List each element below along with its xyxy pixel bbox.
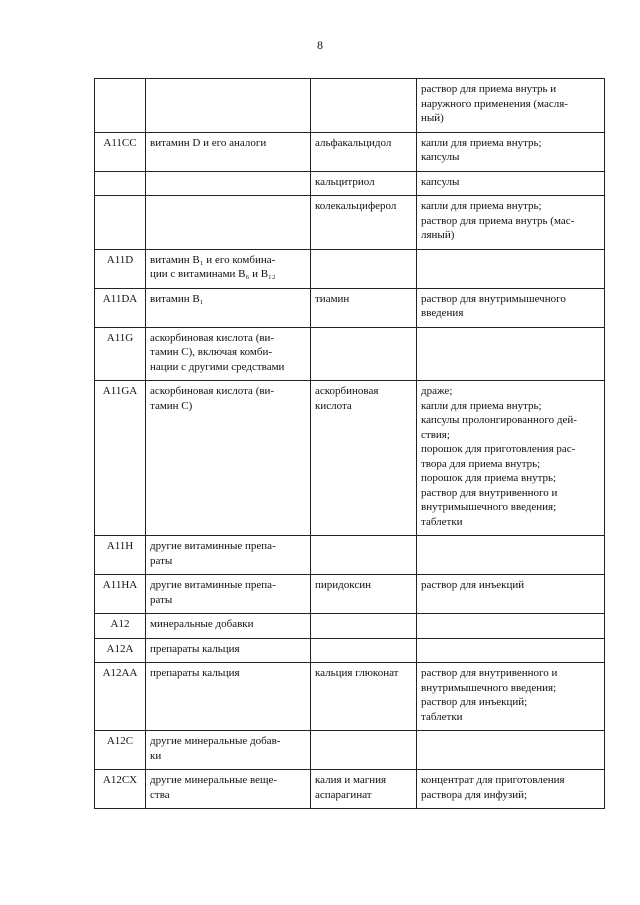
atc-code-cell: A11CC <box>95 132 146 171</box>
table-row <box>95 196 605 250</box>
pharmacological-group-cell: аскорбиновая кислота (ви- тамин C) <box>146 381 311 536</box>
pharmacological-group-cell: витамин D и его аналоги <box>146 132 311 171</box>
drug-name-cell: кальция глюконат <box>311 663 417 731</box>
table-row <box>95 663 605 731</box>
dosage-form-cell: концентрат для приготовления раствора для инфузий; <box>417 770 605 809</box>
atc-code-cell <box>95 79 146 133</box>
page-number: 8 <box>317 38 323 52</box>
atc-code-cell: A11HA <box>95 575 146 614</box>
dosage-form-cell: капли для приема внутрь; капсулы <box>417 132 605 171</box>
pharmacological-group-cell: витамин B₁ <box>146 288 311 327</box>
dosage-form-cell: капсулы <box>417 171 605 196</box>
dosage-form-cell <box>417 249 605 288</box>
atc-code-cell: A12CX <box>95 770 146 809</box>
dosage-form-cell: раствор для внутримышечного введения <box>417 288 605 327</box>
drug-name-cell: калия и магния аспарагинат <box>311 770 417 809</box>
drug-name-cell: кальцитриол <box>311 171 417 196</box>
table-row <box>95 327 605 381</box>
pharmacological-group-cell <box>146 79 311 133</box>
dosage-form-cell: раствор для приема внутрь и наружного применения (масля- ный) <box>417 79 605 133</box>
drug-name-cell: альфакальцидол <box>311 132 417 171</box>
pharmacological-group-cell: аскорбиновая кислота (ви- тамин C), включая комби- нации с другими средствами <box>146 327 311 381</box>
pharmacological-group-cell: препараты кальция <box>146 638 311 663</box>
table-row <box>95 288 605 327</box>
pharmacological-group-cell: витамин B₁ и его комбина- ции с витаминами B₆ и B₁₂ <box>146 249 311 288</box>
drug-name-cell: аскорбиновая кислота <box>311 381 417 536</box>
drug-name-cell: колекальциферол <box>311 196 417 250</box>
atc-code-cell: A11D <box>95 249 146 288</box>
atc-code-cell: A12 <box>95 614 146 639</box>
drug-name-cell: пиридоксин <box>311 575 417 614</box>
atc-code-cell <box>95 196 146 250</box>
drug-name-cell <box>311 614 417 639</box>
drug-name-cell <box>311 79 417 133</box>
table-row <box>95 381 605 536</box>
pharmacological-group-cell: другие минеральные веще- ства <box>146 770 311 809</box>
pharmacological-group-cell: минеральные добавки <box>146 614 311 639</box>
atc-code-cell: A12AA <box>95 663 146 731</box>
drug-name-cell: тиамин <box>311 288 417 327</box>
dosage-form-cell: раствор для инъекций <box>417 575 605 614</box>
drug-table <box>94 78 605 809</box>
dosage-form-cell: драже; капли для приема внутрь; капсулы пролонгированного дей- ствия; порошок для приготовления рас- твора для приема внутрь; порошок для приема внутрь; раствор для внутривенного и внутримышечного введения; таблетки <box>417 381 605 536</box>
pharmacological-group-cell: другие витаминные препа- раты <box>146 536 311 575</box>
dosage-form-cell: раствор для внутривенного и внутримышечного введения; раствор для инъекций; таблетки <box>417 663 605 731</box>
dosage-form-cell <box>417 614 605 639</box>
table-body <box>95 79 605 809</box>
atc-code-cell: A12C <box>95 731 146 770</box>
pharmacological-group-cell <box>146 196 311 250</box>
drug-name-cell <box>311 536 417 575</box>
drug-name-cell <box>311 327 417 381</box>
table-row <box>95 575 605 614</box>
atc-code-cell: A11DA <box>95 288 146 327</box>
dosage-form-cell: капли для приема внутрь; раствор для приема внутрь (мас- ляный) <box>417 196 605 250</box>
table-row <box>95 638 605 663</box>
atc-code-cell: A11H <box>95 536 146 575</box>
atc-code-cell: A11G <box>95 327 146 381</box>
dosage-form-cell <box>417 536 605 575</box>
pharmacological-group-cell <box>146 171 311 196</box>
atc-code-cell <box>95 171 146 196</box>
table-row <box>95 614 605 639</box>
drug-name-cell <box>311 638 417 663</box>
table-row <box>95 79 605 133</box>
table-row <box>95 132 605 171</box>
table-row <box>95 171 605 196</box>
pharmacological-group-cell: препараты кальция <box>146 663 311 731</box>
table-row <box>95 249 605 288</box>
atc-code-cell: A11GA <box>95 381 146 536</box>
pharmacological-group-cell: другие минеральные добав- ки <box>146 731 311 770</box>
atc-code-cell: A12A <box>95 638 146 663</box>
drug-name-cell <box>311 731 417 770</box>
table-row <box>95 770 605 809</box>
pharmacological-group-cell: другие витаминные препа- раты <box>146 575 311 614</box>
drug-name-cell <box>311 249 417 288</box>
dosage-form-cell <box>417 638 605 663</box>
dosage-form-cell <box>417 731 605 770</box>
table-row <box>95 731 605 770</box>
table-row <box>95 536 605 575</box>
dosage-form-cell <box>417 327 605 381</box>
